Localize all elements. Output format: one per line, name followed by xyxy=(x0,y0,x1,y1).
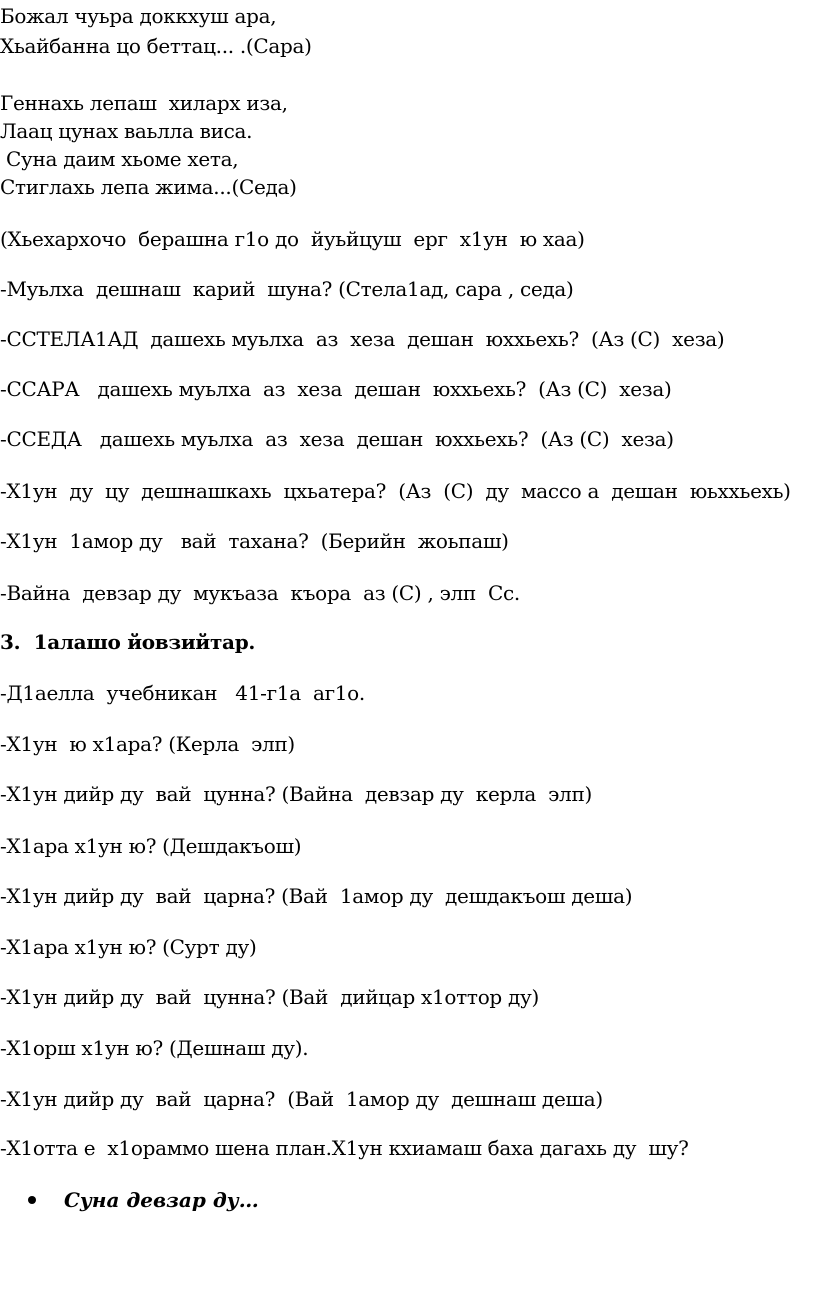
bullet-dot-icon xyxy=(28,1196,36,1204)
text-line: -Х1ун ю х1ара? (Керла элп) xyxy=(0,732,295,756)
text-line: -Х1ун 1амор ду вай тахана? (Берийн жоьпаш) xyxy=(0,529,509,553)
text-line: -Х1ун дийр ду вай царна? (Вай 1амор ду дешнаш деша) xyxy=(0,1087,603,1111)
section-heading: 3. 1алашо йовзийтар. xyxy=(0,630,256,654)
poem-line: Геннахь лепаш хиларх иза, xyxy=(0,91,288,115)
text-line: -Вайна девзар ду мукъаза къора аз (С) , элп Сс. xyxy=(0,581,520,605)
bullet-text: Суна девзар ду… xyxy=(64,1188,259,1212)
text-line: -Д1аелла учебникан 41-г1а аг1о. xyxy=(0,681,365,705)
text-line: -Х1орш х1ун ю? (Дешнаш ду). xyxy=(0,1036,309,1060)
text-line: -Х1ун дийр ду вай цунна? (Вай дийцар х1оттор ду) xyxy=(0,985,539,1009)
text-line: -Х1ара х1ун ю? (Дешдакъош) xyxy=(0,834,302,858)
text-line: -Х1ара х1ун ю? (Сурт ду) xyxy=(0,935,257,959)
poem-line: Стиглахь лепа жима...(Седа) xyxy=(0,175,297,199)
poem-line: Лаац цунах ваьлла виса. xyxy=(0,119,253,143)
text-line: (Хьехархочо берашна г1о до йуьйцуш ерг х1ун ю хаа) xyxy=(0,227,585,251)
text-line: -ССТЕЛА1АД дашехь муьлха аз хеза дешан юххьехь? (Аз (С) хеза) xyxy=(0,327,725,351)
poem-line: Хьайбанна цо беттац... .(Сара) xyxy=(0,34,312,58)
poem-line: Суна даим хьоме хета, xyxy=(0,147,239,171)
text-line: -ССЕДА дашехь муьлха аз хеза дешан юххьехь? (Аз (С) хеза) xyxy=(0,427,674,451)
text-line: -Х1ун ду цу дешнашкахь цхьатера? (Аз (С) ду массо а дешан юьххьехь) xyxy=(0,479,791,503)
bullet-item xyxy=(28,1187,259,1291)
text-line: -Х1ун дийр ду вай царна? (Вай 1амор ду дешдакъош деша) xyxy=(0,884,633,908)
poem-line: Божал чуьра доккхуш ара, xyxy=(0,4,277,28)
text-line: -Х1ун дийр ду вай цунна? (Вайна девзар ду керла элп) xyxy=(0,782,592,806)
text-line: -ССАРА дашехь муьлха аз хеза дешан юххьехь? (Аз (С) хеза) xyxy=(0,377,672,401)
text-line: -Муьлха дешнаш карий шуна? (Стела1ад, сара , седа) xyxy=(0,277,574,301)
text-line: -Х1отта е х1ораммо шена план.Х1ун кхиамаш баха дагахь ду шу? xyxy=(0,1136,689,1160)
